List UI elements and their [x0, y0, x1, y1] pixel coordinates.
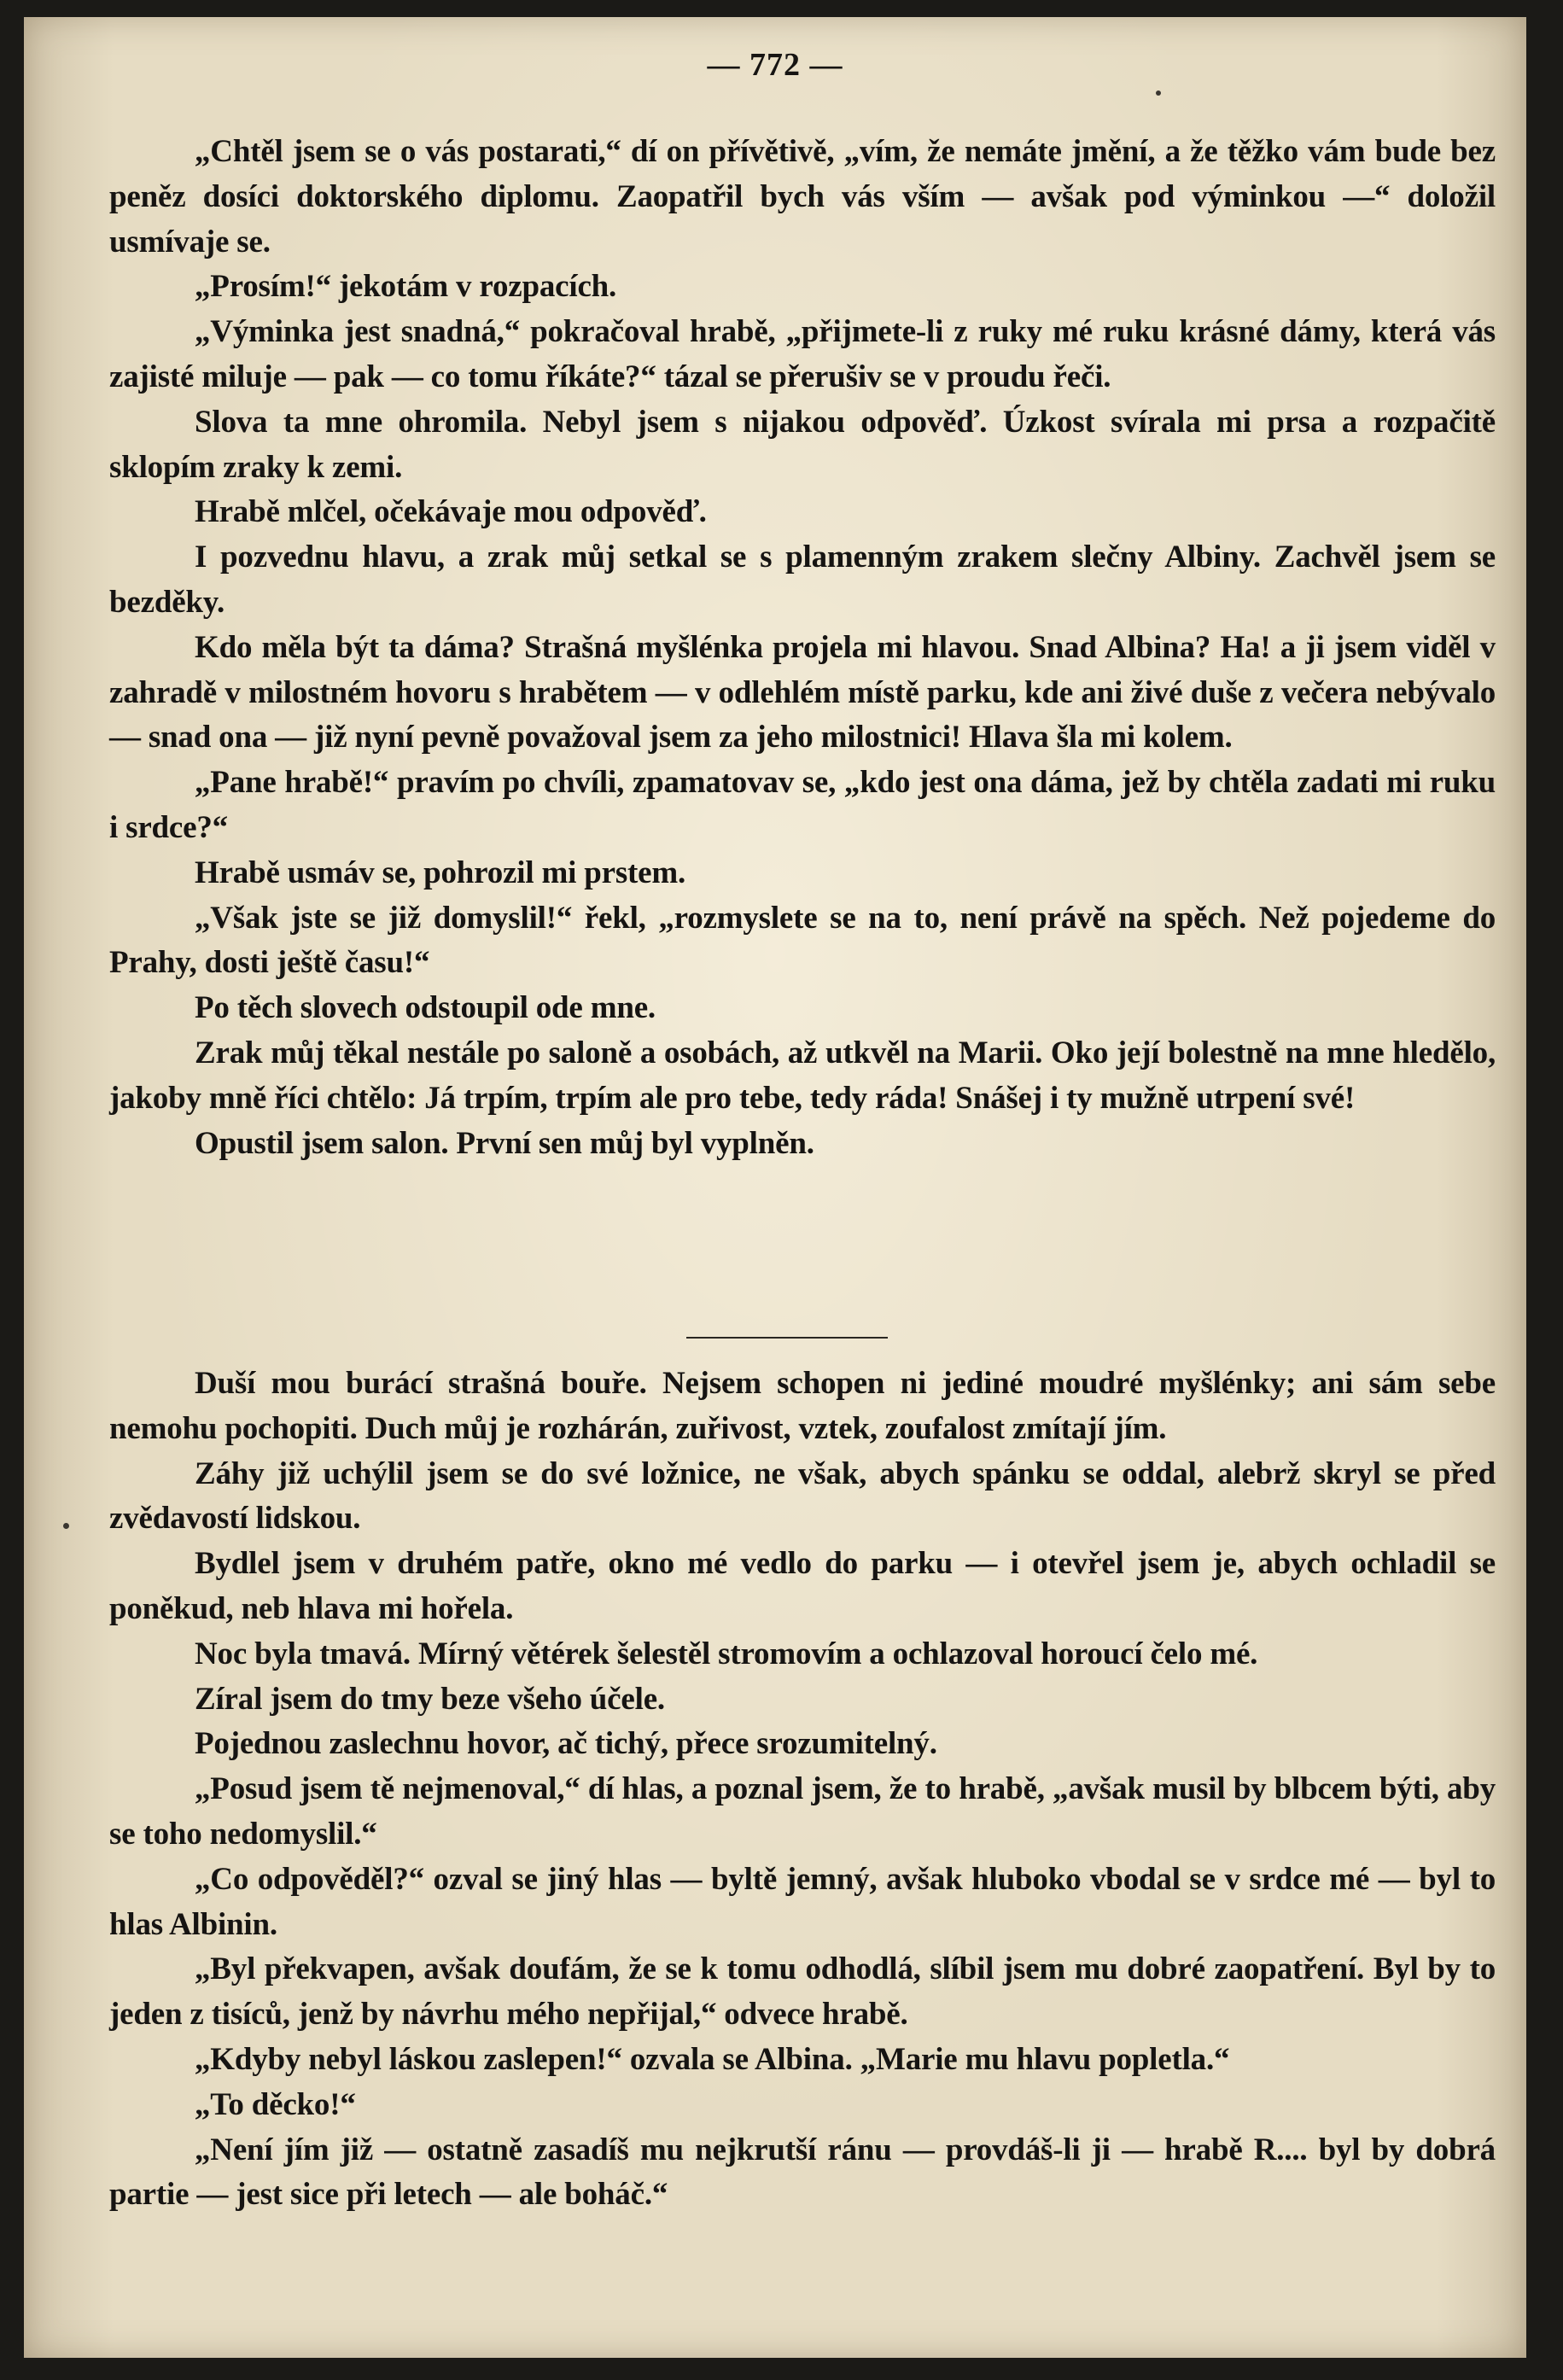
paragraph: Po těch slovech odstoupil ode mne. — [195, 990, 656, 1026]
paragraph: Kdo měla být ta dáma? Strašná myšlénka projela mi hlavou. Snad Albina? Ha! a ji jsem viděl v zahradě v milostném hovoru s hrabětem — v odlehlém místě parku, kde ani živé duše z večera nebývalo — snad ona — již nyní pevně považoval jsem za jeho milostnici! Hlava šla mi kolem. — [109, 629, 1496, 755]
paper-speck — [63, 1523, 69, 1529]
paragraph: Záhy již uchýlil jsem se do své ložnice, ne však, abych spánku se oddal, alebrž skryl se před zvědavostí lidskou. — [109, 1455, 1496, 1537]
paragraph: „Co odpověděl?“ ozval se jiný hlas — byltě jemný, avšak hluboko vbodal se v srdce mé — byl to hlas Albinin. — [109, 1861, 1496, 1942]
paragraph: Hrabě usmáv se, pohrozil mi prstem. — [195, 855, 686, 890]
book-page — [24, 17, 1526, 2358]
paragraph: „Pane hrabě!“ pravím po chvíli, zpamatovav se, „kdo jest ona dáma, jež by chtěla zadati mi ruku i srdce?“ — [109, 765, 1496, 845]
paragraph: „Chtěl jsem se o vás postarati,“ dí on přívětivě, „vím, že nemáte jmění, a že těžko vám bude bez peněz dosíci doktorského diplomu. Zaopatřil bych vás vším — avšak pod výminkou —“ doložil usmívaje se. — [109, 134, 1496, 260]
paragraph: Slova ta mne ohromila. Nebyl jsem s nijakou odpověď. Úzkost svírala mi prsa a rozpačitě sklopím zraky k zemi. — [109, 404, 1496, 485]
text-section-2 — [109, 1362, 1496, 2218]
paragraph: „Není jím již — ostatně zasadíš mu nejkrutší ránu — provdáš-li ji — hrabě R.... byl by dobrá partie — jest sice při letech — ale boháč.“ — [109, 2132, 1496, 2213]
paragraph: „Kdyby nebyl láskou zaslepen!“ ozvala se Albina. „Marie mu hlavu popletla.“ — [195, 2041, 1230, 2077]
paragraph: Duší mou burácí strašná bouře. Nejsem schopen ni jediné moudré myšlénky; ani sám sebe nemohu pochopiti. Duch můj je rozhárán, zuřivost, vztek, zoufalost zmítají jím. — [109, 1366, 1496, 1446]
paragraph: „Posud jsem tě nejmenoval,“ dí hlas, a poznal jsem, že to hrabě, „avšak musil by blbcem býti, aby se toho nedomyslil.“ — [109, 1771, 1496, 1852]
paragraph: Pojednou zaslechnu hovor, ač tichý, přece srozumitelný. — [195, 1726, 937, 1762]
paper-speck — [1156, 90, 1161, 96]
text-section-1 — [109, 130, 1496, 1166]
paragraph: Zrak můj těkal nestále po saloně a osobách, až utkvěl na Marii. Oko její bolestně na mne hledělo, jakoby mně říci chtělo: Já trpím, trpím ale pro tebe, tedy ráda! Snášej i ty mužně utrpení své! — [109, 1035, 1496, 1116]
paragraph: Hrabě mlčel, očekávaje mou odpověď. — [195, 494, 707, 530]
section-divider — [686, 1337, 888, 1339]
paragraph: Zíral jsem do tmy beze všeho účele. — [195, 1681, 665, 1717]
page-number: — 772 — — [707, 47, 843, 83]
paragraph: „Prosím!“ jekotám v rozpacích. — [195, 269, 617, 305]
paragraph: Noc byla tmavá. Mírný větérek šelestěl stromovím a ochlazoval horoucí čelo mé. — [195, 1636, 1258, 1671]
paragraph: „To děcko!“ — [195, 2086, 356, 2122]
paragraph: „Byl překvapen, avšak doufám, že se k tomu odhodlá, slíbil jsem mu dobré zaopatření. Byl by to jeden z tisíců, jenž by návrhu mého nepřijal,“ odvece hrabě. — [109, 1951, 1496, 2033]
paragraph: „Výminka jest snadná,“ pokračoval hrabě, „přijmete-li z ruky mé ruku krásné dámy, která vás zajisté miluje — pak — co tomu říkáte?“ tázal se přerušiv se v proudu řeči. — [109, 314, 1496, 394]
paragraph: Opustil jsem salon. První sen můj byl vyplněn. — [195, 1125, 814, 1161]
paragraph: Bydlel jsem v druhém patře, okno mé vedlo do parku — i otevřel jsem je, abych ochladil se poněkud, neb hlava mi hořela. — [109, 1546, 1496, 1626]
paragraph: „Však jste se již domyslil!“ řekl, „rozmyslete se na to, není právě na spěch. Než pojedeme do Prahy, dosti ještě času!“ — [109, 900, 1496, 981]
paragraph: I pozvednu hlavu, a zrak můj setkal se s plamenným zrakem slečny Albiny. Zachvěl jsem se bezděky. — [109, 540, 1496, 620]
